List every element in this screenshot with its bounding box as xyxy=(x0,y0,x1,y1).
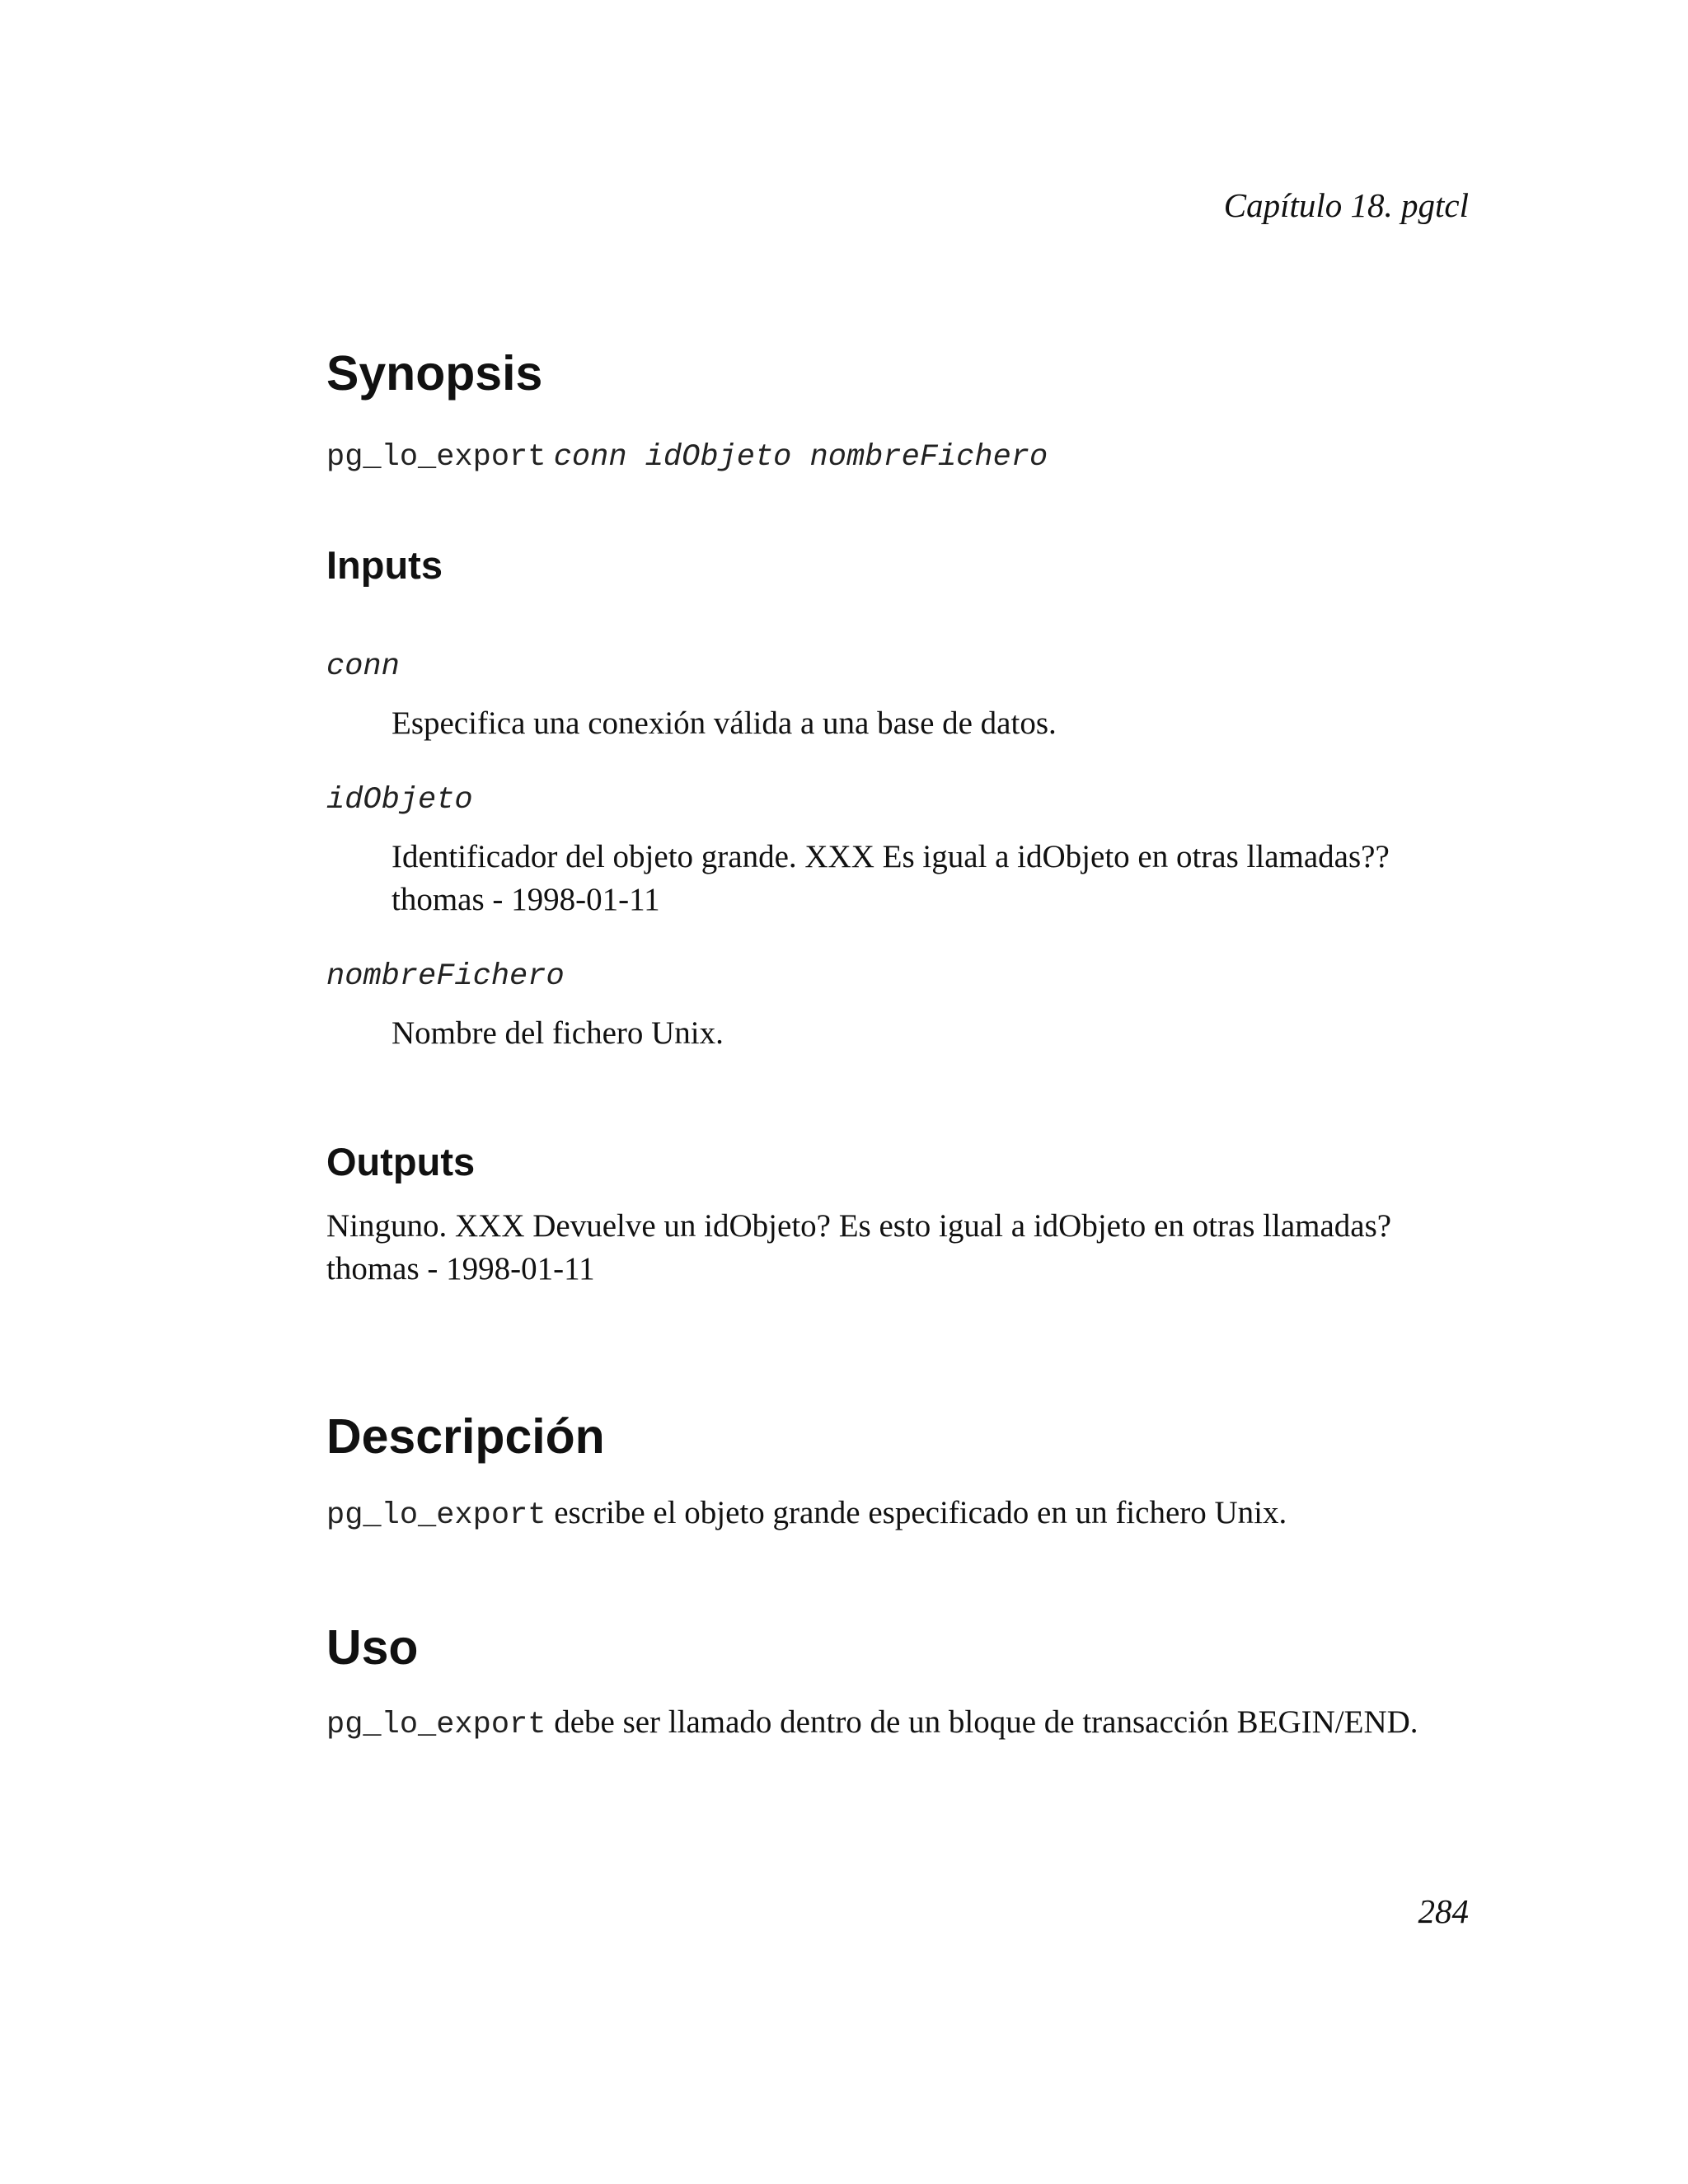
synopsis-arguments: conn idObjeto nombreFichero xyxy=(553,440,1048,475)
input-definition-idobjeto-line1: Identificador del objeto grande. XXX Es igual a idObjeto en otras llamadas?? xyxy=(392,839,1390,874)
synopsis-command: pg_lo_export xyxy=(326,440,546,475)
input-definition-idobjeto-line2: thomas - 1998-01-11 xyxy=(392,882,660,917)
running-header: Capítulo 18. pgtcl xyxy=(1223,186,1469,224)
outputs-text-line1: Ninguno. XXX Devuelve un idObjeto? Es esto igual a idObjeto en otras llamadas? xyxy=(326,1208,1392,1244)
usage-text xyxy=(326,1701,1418,1746)
synopsis-line xyxy=(326,437,1048,476)
input-term-conn: conn xyxy=(326,649,400,684)
input-definition-nombrefichero: Nombre del fichero Unix. xyxy=(392,1015,724,1051)
input-term-idobjeto: idObjeto xyxy=(326,783,473,818)
description-body: escribe el objeto grande especificado en un fichero Unix. xyxy=(546,1495,1287,1530)
outputs-text-line2: thomas - 1998-01-11 xyxy=(326,1251,595,1286)
page-number: 284 xyxy=(1418,1892,1469,1930)
inputs-heading: Inputs xyxy=(326,543,443,587)
description-heading: Descripción xyxy=(326,1409,605,1464)
usage-command: pg_lo_export xyxy=(326,1708,546,1742)
usage-body: debe ser llamado dentro de un bloque de transacción BEGIN/END. xyxy=(546,1704,1418,1740)
outputs-heading: Outputs xyxy=(326,1140,476,1183)
usage-heading: Uso xyxy=(326,1620,419,1675)
synopsis-heading: Synopsis xyxy=(326,346,543,401)
description-text xyxy=(326,1492,1287,1537)
description-command: pg_lo_export xyxy=(326,1498,546,1533)
input-definition-conn: Especifica una conexión válida a una base de datos. xyxy=(392,705,1057,741)
input-term-nombrefichero: nombreFichero xyxy=(326,959,565,994)
